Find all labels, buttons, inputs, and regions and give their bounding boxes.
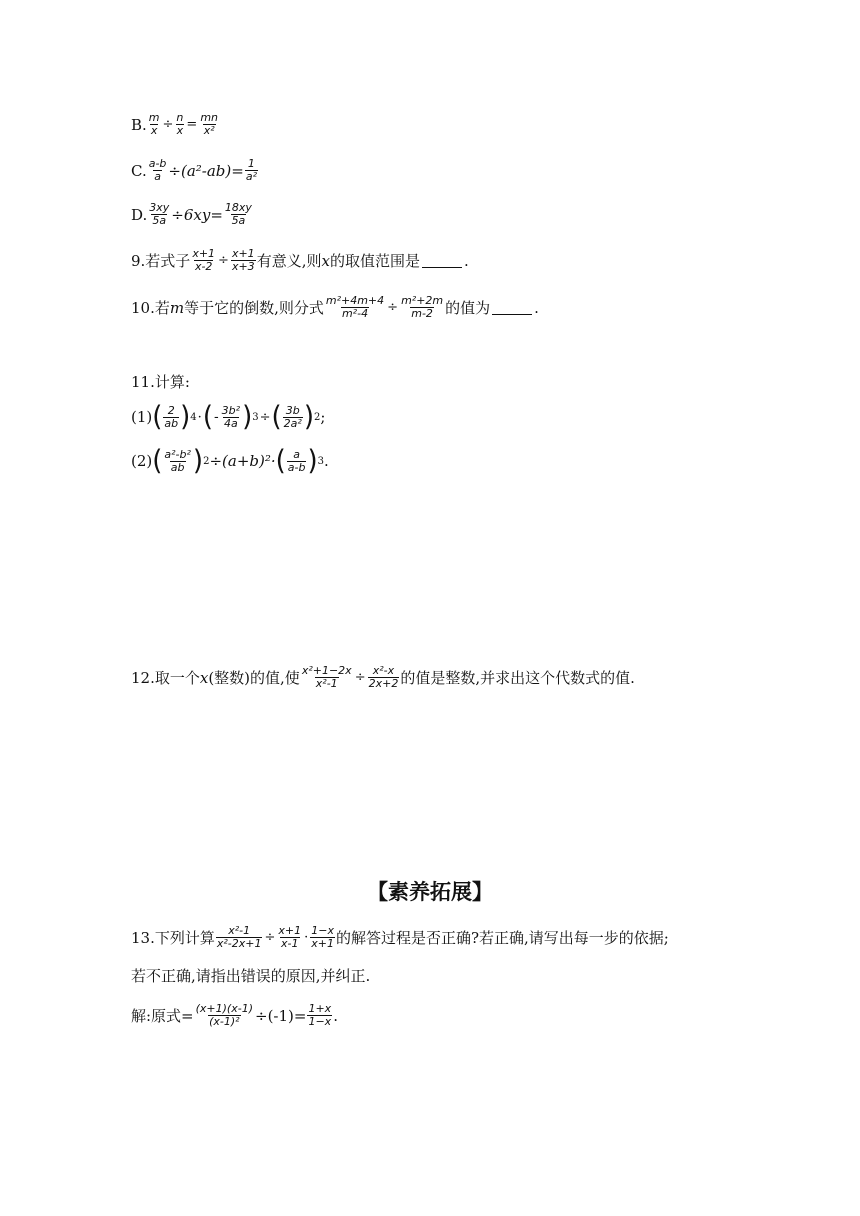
option-b: B. $\frac{m}{x}$ ÷ $\frac{n}{x}$ = $\frac{mn}{\text{x²}}$ <box>131 111 218 137</box>
fraction: $\frac{m}{x}$ <box>148 111 160 137</box>
question-11-part-1: (1) ( $\frac{2}{ab}$ ) 4 · ( - $\frac{\text{3b²}}{4a}$ ) 3 ÷ ( $\frac{3b}{\text{2a²}}$ ) 2 ; <box>131 401 326 433</box>
fraction: $\frac{2}{ab}$ <box>164 403 179 430</box>
option-d: D. $\frac{3xy}{5a}$ ÷6xy= $\frac{18xy}{5a}$ <box>131 201 252 227</box>
fraction: $\frac{\text{a²-b²}}{ab}$ <box>164 447 191 474</box>
fraction: $\frac{3xy}{5a}$ <box>149 201 170 227</box>
fraction: $\frac{1+x}{1-x}$ <box>308 1002 332 1028</box>
question-10: 10.若 m 等于它的倒数,则分式 $\frac{\text{m²+4m+4}}{\text{m²-4}}$ ÷ $\frac{\text{m²+2m}}{m-2}$ 的值为 . <box>131 294 539 320</box>
fraction: $\frac{3b}{\text{2a²}}$ <box>283 403 302 430</box>
question-11-part-2: (2) ( $\frac{\text{a²-b²}}{ab}$ ) 2 ÷(a+b)²· ( $\frac{a}{a-b}$ ) 3 . <box>131 445 329 477</box>
fraction: $\frac{\text{x²+1−2x}}{\text{x²-1}}$ <box>301 664 352 690</box>
fraction: $\frac{\text{m²+2m}}{m-2}$ <box>401 294 444 320</box>
fraction: $\frac{x+1}{x-1}$ <box>278 924 302 950</box>
answer-blank[interactable] <box>492 300 532 315</box>
solution-line: 解:原式= $\frac{(x+1)(x-1)}{\text{(x-1)²}}$ ÷(-1)= $\frac{1+x}{1-x}$ . <box>131 1002 338 1028</box>
fraction: $\frac{\text{3b²}}{4a}$ <box>221 403 241 430</box>
question-13-line-2: 若不正确,请指出错误的原因,并纠正. <box>131 967 371 985</box>
fraction: $\frac{\text{x²-x}}{2x+2}$ <box>368 664 399 690</box>
fraction: $\frac{n}{x}$ <box>176 111 184 137</box>
fraction: $\frac{1-x}{x+1}$ <box>311 924 334 950</box>
fraction: $\frac{mn}{\text{x²}}$ <box>200 111 218 137</box>
question-13: 13.下列计算 $\frac{\text{x²-1}}{\text{x²-2x+1}}$ ÷ $\frac{x+1}{x-1}$ · $\frac{1-x}{x+1}$ 的解答过程是否正确?若正确,请写出每一步的依据; <box>131 924 669 950</box>
fraction: $\frac{\text{x²-1}}{\text{x²-2x+1}}$ <box>216 924 262 950</box>
question-9: 9.若式子 $\frac{x+1}{x-2}$ ÷ $\frac{x+1}{x+3}$ 有意义,则 x 的取值范围是 . <box>131 247 469 273</box>
fraction: $\frac{a}{a-b}$ <box>287 447 306 474</box>
fraction: $\frac{a-b}{a}$ <box>148 157 167 183</box>
fraction: $\frac{\text{m²+4m+4}}{\text{m²-4}}$ <box>325 294 385 320</box>
question-11-title: 11.计算: <box>131 373 190 391</box>
fraction: $\frac{x+1}{x+3}$ <box>231 247 255 273</box>
question-12: 12.取一个 x (整数)的值,使 $\frac{\text{x²+1−2x}}{\text{x²-1}}$ ÷ $\frac{\text{x²-x}}{2x+2}$ 的值是整数,并求出这个代数式的值. <box>131 664 635 690</box>
fraction: $\frac{x+1}{x-2}$ <box>192 247 216 273</box>
fraction: $\frac{(x+1)(x-1)}{\text{(x-1)²}}$ <box>195 1002 253 1028</box>
section-heading: 【素养拓展】 <box>367 880 493 904</box>
fraction: $\frac{18xy}{5a}$ <box>224 201 252 227</box>
fraction: $\frac{1}{\text{a²}}$ <box>245 157 257 183</box>
option-c: C. $\frac{a-b}{a}$ ÷(a²-ab)= $\frac{1}{\text{a²}}$ <box>131 157 257 183</box>
answer-blank[interactable] <box>422 253 462 268</box>
